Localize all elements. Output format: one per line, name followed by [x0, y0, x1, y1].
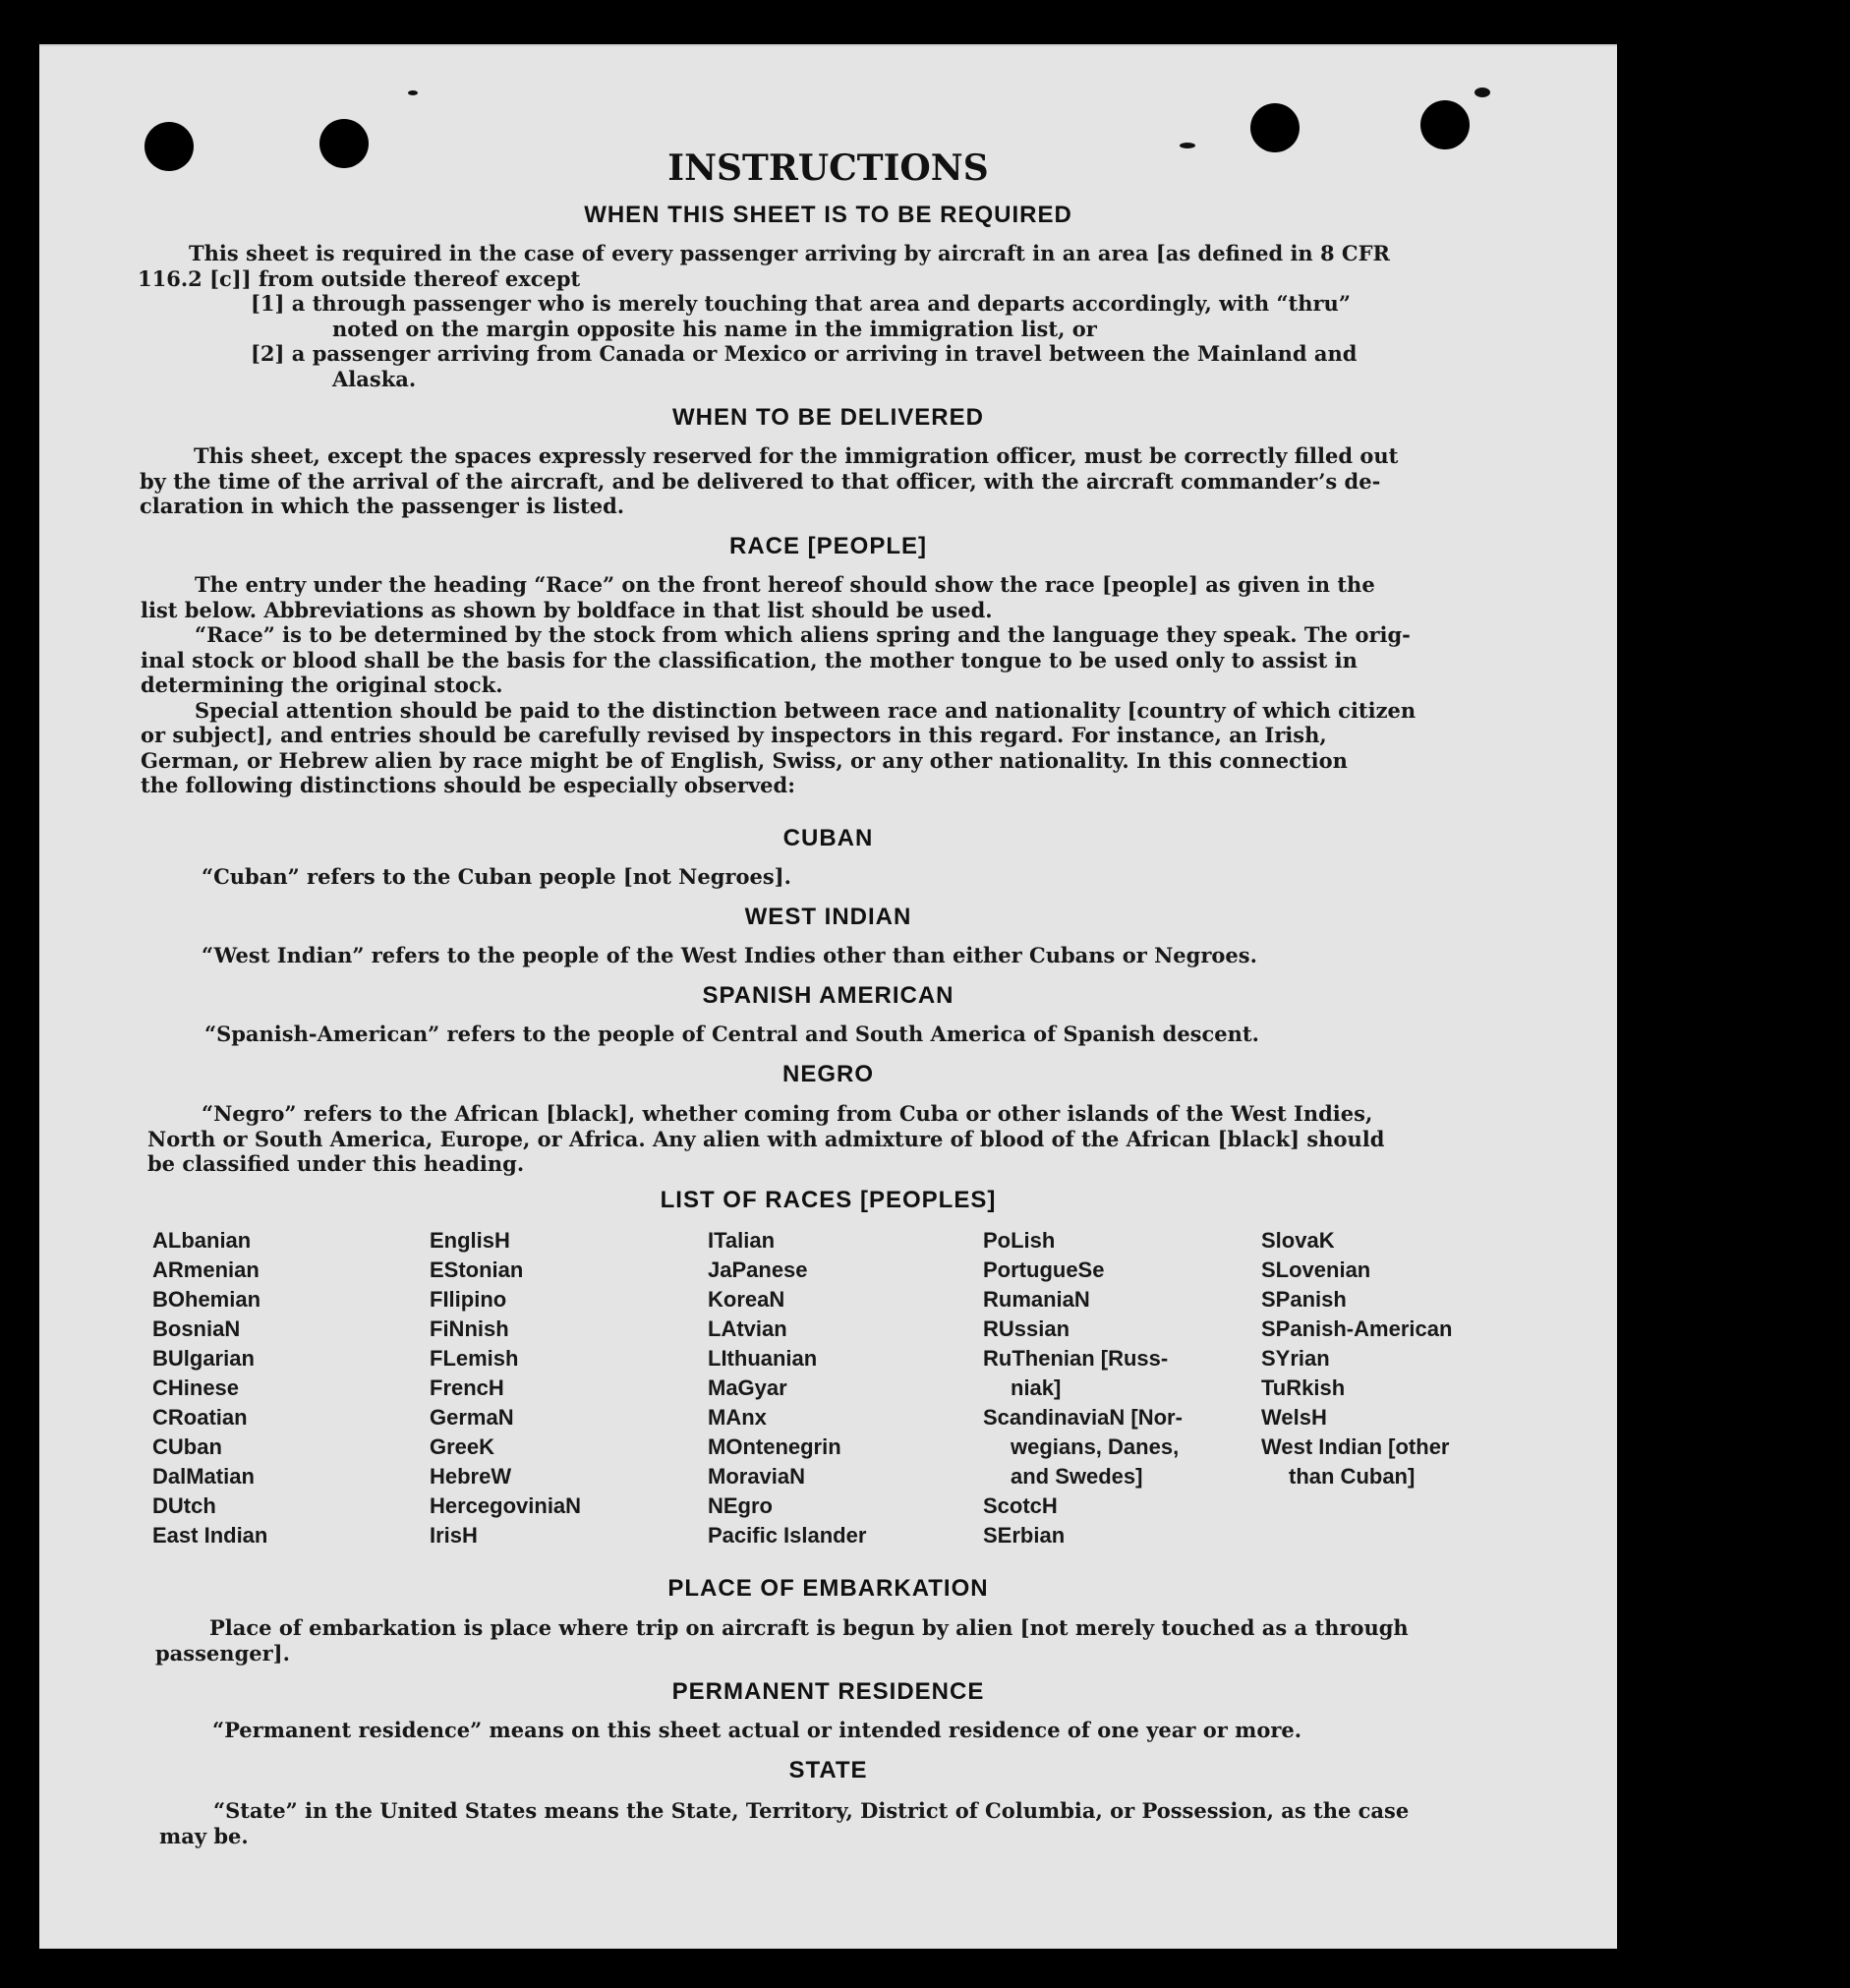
- paragraph-state: [159, 1798, 1552, 1848]
- race-item: MoraviaN: [708, 1464, 806, 1489]
- text-west-indian: “West Indian” refers to the people of the West Indies other than either Cubans or Negroes.: [202, 943, 1257, 967]
- punch-hole: [1250, 103, 1300, 152]
- page-title: INSTRUCTIONS: [667, 147, 989, 189]
- instruction-sheet: [39, 44, 1617, 1949]
- paragraph-race: [141, 572, 1531, 798]
- race-item: than Cuban]: [1289, 1464, 1416, 1489]
- race-item: EnglisH: [430, 1228, 510, 1253]
- text-line: be classified under this heading.: [147, 1151, 525, 1176]
- speck: [408, 90, 418, 95]
- race-item: LAtvian: [708, 1316, 787, 1341]
- text-line: “Negro” refers to the African [black], whether coming from Cuba or other islands of the West Indies,: [202, 1101, 1373, 1126]
- race-item: MOntenegrin: [708, 1434, 841, 1459]
- race-item: SYrian: [1261, 1346, 1330, 1371]
- text-line: North or South America, Europe, or Africa. Any alien with admixture of blood of the African [black] should: [147, 1126, 1385, 1151]
- race-item: HercegoviniaN: [430, 1493, 582, 1518]
- race-item: WelsH: [1261, 1405, 1327, 1430]
- heading-race: RACE [PEOPLE]: [728, 533, 927, 559]
- race-item: SlovaK: [1261, 1228, 1335, 1253]
- heading-cuban: CUBAN: [782, 825, 874, 851]
- race-item: JaPanese: [708, 1257, 808, 1282]
- race-item: PoLish: [983, 1228, 1056, 1253]
- race-item: PortugueSe: [983, 1257, 1105, 1282]
- race-item: SPanish-American: [1261, 1316, 1453, 1341]
- text-line: [1] a through passenger who is merely touching that area and departs accordingly, with “thru”: [251, 291, 1351, 316]
- text-line: the following distinctions should be especially observed:: [141, 773, 795, 797]
- race-item: FiNnish: [430, 1316, 509, 1341]
- race-item: MAnx: [708, 1405, 767, 1430]
- text-line: inal stock or blood shall be the basis for the classification, the mother tongue to be used only to assist in: [141, 647, 1358, 672]
- races-column-4: [983, 1226, 1183, 1550]
- heading-embarkation: PLACE OF EMBARKATION: [667, 1575, 989, 1602]
- text-line: Place of embarkation is place where trip on aircraft is begun by alien [not merely touched as a through: [209, 1615, 1409, 1640]
- heading-spanish-american: SPANISH AMERICAN: [702, 982, 954, 1009]
- punch-hole: [1420, 100, 1470, 149]
- race-item: DUtch: [152, 1493, 216, 1518]
- race-item: EStonian: [430, 1257, 524, 1282]
- race-item: RUssian: [983, 1316, 1070, 1341]
- race-item: RuThenian [Russ-: [983, 1346, 1169, 1371]
- text-line: determining the original stock.: [141, 672, 503, 697]
- heading-permanent-residence: PERMANENT RESIDENCE: [671, 1678, 985, 1705]
- race-item: MaGyar: [708, 1375, 787, 1400]
- race-item: and Swedes]: [1011, 1464, 1143, 1489]
- text-permanent-residence: “Permanent residence” means on this sheet actual or intended residence of one year or more.: [212, 1718, 1302, 1742]
- race-item: West Indian [other: [1261, 1434, 1450, 1459]
- heading-west-indian: WEST INDIAN: [744, 904, 912, 930]
- heading-when-required: WHEN THIS SHEET IS TO BE REQUIRED: [584, 202, 1072, 228]
- race-item: FLemish: [430, 1346, 519, 1371]
- race-item: BOhemian: [152, 1287, 261, 1312]
- text-spanish-american: “Spanish-American” refers to the people of Central and South America of Spanish descent.: [204, 1022, 1259, 1046]
- race-item: IrisH: [430, 1523, 478, 1548]
- race-item: wegians, Danes,: [1011, 1434, 1180, 1459]
- text-line: “Race” is to be determined by the stock from which aliens spring and the language they speak. The orig-: [195, 622, 1411, 647]
- text-line: may be.: [159, 1823, 249, 1848]
- paragraph-negro: [147, 1101, 1538, 1177]
- speck: [1474, 88, 1490, 97]
- paragraph-when-delivered: [140, 443, 1529, 519]
- race-item: ITalian: [708, 1228, 776, 1253]
- text-line: Special attention should be paid to the distinction between race and nationality [country of which citizen: [195, 697, 1416, 723]
- race-item: East Indian: [152, 1523, 268, 1548]
- heading-when-delivered: WHEN TO BE DELIVERED: [672, 404, 984, 431]
- paragraph-when-required: [138, 241, 1526, 391]
- text-line: German, or Hebrew alien by race might be of English, Swiss, or any other nationality. In this connection: [141, 747, 1348, 773]
- heading-list-of-races: LIST OF RACES [PEOPLES]: [660, 1187, 997, 1213]
- paragraph-embarkation: [155, 1615, 1548, 1666]
- race-item: ARmenian: [152, 1257, 260, 1282]
- race-item: NEgro: [708, 1493, 773, 1518]
- text-line: 116.2 [c]] from outside thereof except: [138, 265, 581, 291]
- race-item: TuRkish: [1261, 1375, 1346, 1400]
- race-item: RumaniaN: [983, 1287, 1090, 1312]
- race-item: KoreaN: [708, 1287, 785, 1312]
- race-item: SPanish: [1261, 1287, 1347, 1312]
- text-line: This sheet, except the spaces expressly reserved for the immigration officer, must be correctly filled out: [194, 443, 1399, 468]
- race-item: LIthuanian: [708, 1346, 818, 1371]
- races-column-1: [152, 1226, 267, 1550]
- text-line: noted on the margin opposite his name in the immigration list, or: [332, 316, 1097, 341]
- race-item: FIlipino: [430, 1287, 507, 1312]
- race-item: SErbian: [983, 1523, 1066, 1548]
- text-line: or subject], and entries should be carefully revised by inspectors in this regard. For instance, an Irish,: [141, 723, 1327, 747]
- text-line: list below. Abbreviations as shown by boldface in that list should be used.: [141, 597, 993, 622]
- races-column-5: [1261, 1226, 1452, 1491]
- race-item: ScotcH: [983, 1493, 1058, 1518]
- race-item: CUban: [152, 1434, 222, 1459]
- text-line: This sheet is required in the case of every passenger arriving by aircraft in an area [as defined in 8 CFR: [189, 241, 1390, 265]
- text-line: claration in which the passenger is listed.: [140, 494, 625, 518]
- text-line: by the time of the arrival of the aircraft, and be delivered to that officer, with the aircraft commander’s de-: [140, 468, 1381, 494]
- races-column-3: [708, 1226, 866, 1550]
- text-line: passenger].: [155, 1640, 290, 1666]
- race-item: GermaN: [430, 1405, 514, 1430]
- race-item: HebreW: [430, 1464, 512, 1489]
- race-item: niak]: [1011, 1375, 1062, 1400]
- text-line: Alaska.: [332, 366, 417, 391]
- text-line: [2] a passenger arriving from Canada or Mexico or arriving in travel between the Mainland and: [251, 341, 1358, 366]
- race-item: ScandinaviaN [Nor-: [983, 1405, 1183, 1430]
- race-item: ALbanian: [152, 1228, 252, 1253]
- text-line: “State” in the United States means the State, Territory, District of Columbia, or Possession, as the case: [213, 1798, 1410, 1823]
- race-item: CRoatian: [152, 1405, 248, 1430]
- races-column-2: [430, 1226, 581, 1550]
- race-item: BosniaN: [152, 1316, 241, 1341]
- race-item: CHinese: [152, 1375, 240, 1400]
- text-line: The entry under the heading “Race” on the front hereof should show the race [people] as given in the: [195, 572, 1375, 597]
- race-item: GreeK: [430, 1434, 495, 1459]
- race-item: Pacific Islander: [708, 1523, 867, 1548]
- race-item: SLovenian: [1261, 1257, 1371, 1282]
- text-cuban: “Cuban” refers to the Cuban people [not Negroes].: [202, 864, 791, 889]
- race-item: BUlgarian: [152, 1346, 255, 1371]
- heading-state: STATE: [788, 1757, 868, 1783]
- race-item: DalMatian: [152, 1464, 255, 1489]
- heading-negro: NEGRO: [781, 1061, 874, 1087]
- race-item: FrencH: [430, 1375, 504, 1400]
